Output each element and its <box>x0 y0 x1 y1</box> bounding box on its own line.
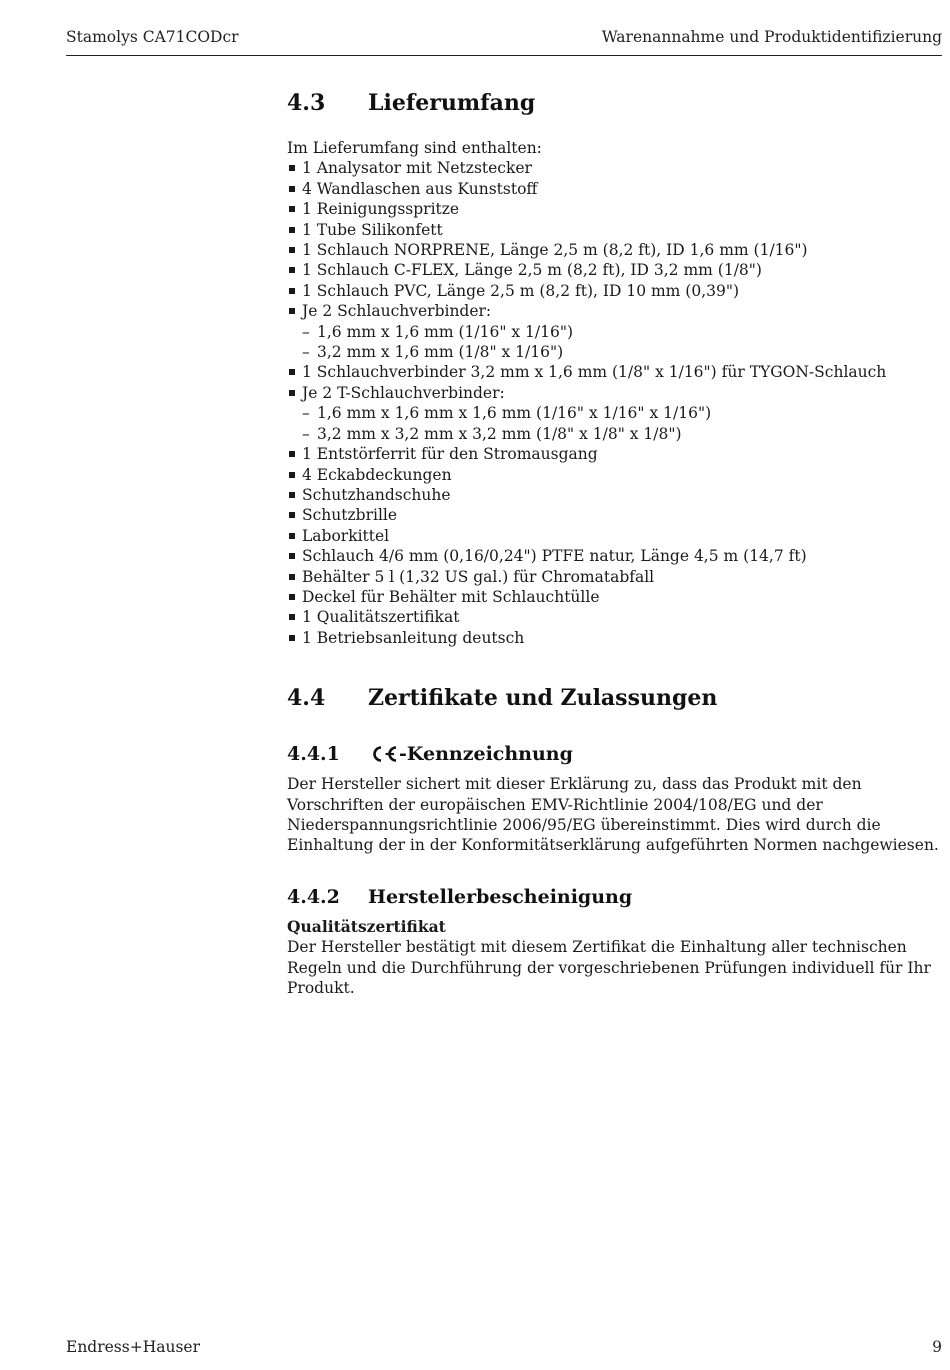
section-title: Lieferumfang <box>368 90 536 116</box>
list-item-text: Je 2 Schlauchverbinder: <box>302 302 492 321</box>
list-item-with-sublist <box>287 383 942 444</box>
list-item: Behälter 5 l (1,32 US gal.) für Chromatabfall <box>287 567 942 587</box>
section-title: -Kennzeichnung <box>399 743 573 766</box>
header-divider <box>66 55 942 56</box>
list-item: 1 Schlauch PVC, Länge 2,5 m (8,2 ft), ID 10 mm (0,39") <box>287 281 942 301</box>
list-item: 1 Schlauch C-FLEX, Länge 2,5 m (8,2 ft), ID 3,2 mm (1/8") <box>287 260 942 280</box>
list-item: 1 Tube Silikonfett <box>287 220 942 240</box>
section-number: 4.4 <box>287 685 326 712</box>
quality-certificate-label: Qualitätszertifikat <box>287 916 446 936</box>
list-item: 1 Reinigungsspritze <box>287 199 942 219</box>
list-item: 1 Schlauchverbinder 3,2 mm x 1,6 mm (1/8" x 1/16") für TYGON-Schlauch <box>287 362 942 382</box>
list-item: 1 Betriebsanleitung deutsch <box>287 628 942 648</box>
section-number: 4.4.1 <box>287 743 340 766</box>
section-4-4-1-heading <box>287 743 942 765</box>
list-item: Schutzhandschuhe <box>287 485 942 505</box>
list-item: Deckel für Behälter mit Schlauchtülle <box>287 587 942 607</box>
list-item: Schutzbrille <box>287 505 942 525</box>
list-item: 1 Schlauch NORPRENE, Länge 2,5 m (8,2 ft), ID 1,6 mm (1/16") <box>287 240 942 260</box>
connector-sublist <box>302 322 942 363</box>
list-item: 1 Analysator mit Netzstecker <box>287 158 942 178</box>
list-item: Laborkittel <box>287 526 942 546</box>
header-chapter-title: Warenannahme und Produktidentifizierung <box>601 28 942 46</box>
sublist-item: – 3,2 mm x 1,6 mm (1/8" x 1/16") <box>302 342 942 362</box>
t-connector-sublist <box>302 403 942 444</box>
section-title: Herstellerbescheinigung <box>368 885 633 908</box>
list-item: 1 Entstörferrit für den Stromausgang <box>287 444 942 464</box>
page-content <box>287 90 942 998</box>
header-product-name: Stamolys CA71CODcr <box>66 28 239 46</box>
section-4-4-2-heading <box>287 886 942 908</box>
sublist-item: – 1,6 mm x 1,6 mm x 1,6 mm (1/16" x 1/16" x 1/16") <box>302 403 942 423</box>
list-item: 4 Wandlaschen aus Kunststoff <box>287 179 942 199</box>
section-number: 4.4.2 <box>287 885 340 908</box>
delivery-list <box>287 158 942 648</box>
section-4-4-heading <box>287 685 942 711</box>
list-item-text: Je 2 T-Schlauchverbinder: <box>302 383 505 402</box>
list-item-with-sublist <box>287 301 942 362</box>
footer-brand: Endress+Hauser <box>66 1338 200 1356</box>
page-number: 9 <box>932 1338 942 1356</box>
ce-mark-icon <box>368 745 398 763</box>
list-item: 4 Eckabdeckungen <box>287 465 942 485</box>
sublist-item: – 3,2 mm x 3,2 mm x 3,2 mm (1/8" x 1/8" x 1/8") <box>302 424 942 444</box>
section-title: Zertifikate und Zulassungen <box>368 685 718 712</box>
list-item: Schlauch 4/6 mm (0,16/0,24") PTFE natur, Länge 4,5 m (14,7 ft) <box>287 546 942 566</box>
section-4-3-heading <box>287 90 942 116</box>
delivery-intro: Im Lieferumfang sind enthalten: <box>287 139 542 157</box>
list-item: 1 Qualitätszertifikat <box>287 607 942 627</box>
ce-declaration-text: Der Hersteller sichert mit dieser Erklärung zu, dass das Produkt mit den Vorschriften der europäischen EMV-Richtlinie 2004/108/EG und der Niederspannungsrichtlinie 2006/95/EG übereinstimmt. Dies wird durch die Einhaltung der in der Konformitätserklärung aufgeführten Normen nachgewiesen. <box>287 775 939 855</box>
sublist-item: – 1,6 mm x 1,6 mm (1/16" x 1/16") <box>302 322 942 342</box>
quality-certificate-text: Der Hersteller bestätigt mit diesem Zertifikat die Einhaltung aller technischen Regeln und die Durchführung der vorgeschriebenen Prüfungen individuell für Ihr Produkt. <box>287 938 931 997</box>
section-number: 4.3 <box>287 90 326 116</box>
